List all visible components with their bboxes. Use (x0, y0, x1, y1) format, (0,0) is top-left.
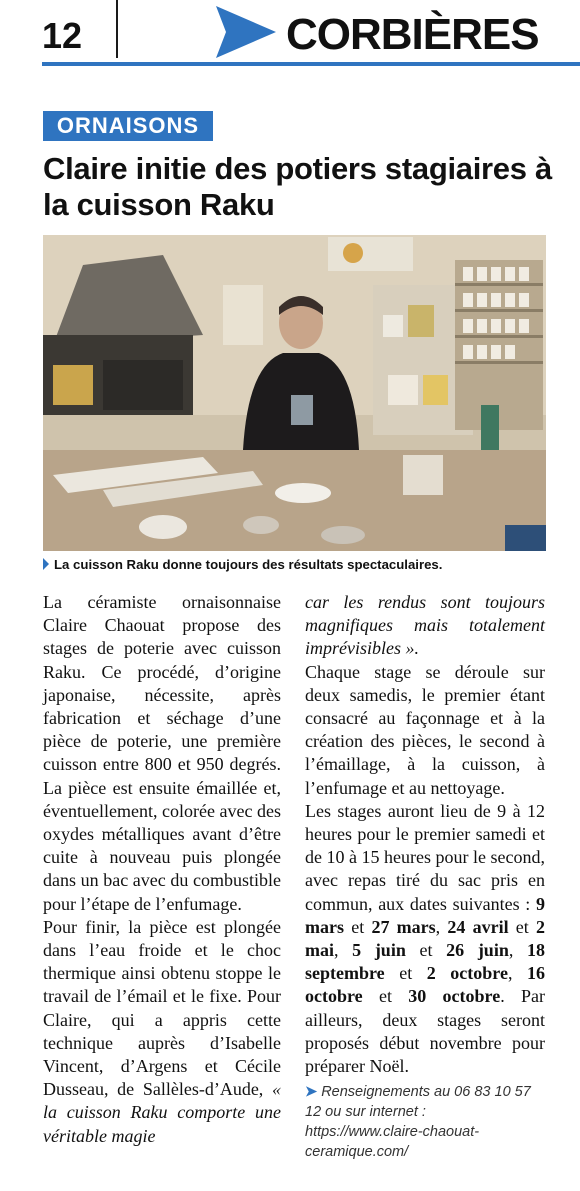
sep-comma-2: , (334, 940, 339, 961)
section-arrow-icon (216, 6, 276, 58)
sep-et-3: et (419, 940, 433, 961)
date-5: 5 juin (352, 940, 406, 961)
article-column-1 (43, 591, 281, 1148)
sep-comma-1: , (435, 916, 441, 937)
quote-start: « la cuisson Raku comporte une véritable magie (43, 1079, 281, 1146)
article-photo (43, 235, 546, 551)
sep-et-4: et (399, 963, 413, 984)
info-arrow-icon: ➤ (305, 1084, 318, 1101)
date-6: 26 juin (446, 940, 509, 961)
page-header (0, 0, 580, 66)
dates-intro: Les stages auront lieu de 9 à 12 heures pour le premier samedi et de 10 à 15 heures pour le second, avec repas tiré du sac pris en commun, aux dates suivantes : (305, 800, 545, 914)
header-divider (116, 0, 118, 58)
info-text: Renseignements au 06 83 10 57 12 ou sur internet : https://www.claire-chaouat-ceramique.com/ (305, 1084, 531, 1161)
article-column-2 (305, 591, 545, 1162)
sep-comma-4: , (507, 963, 513, 984)
dates-outro: . Par ailleurs, deux stages seront proposés début novembre pour préparer Noël. (305, 986, 545, 1077)
paragraph-3: Chaque stage se déroule sur deux samedis, le premier étant consacré au façonnage et à la création des pièces, le second à l’émaillage, à la cuisson, à l’enfumage et au nettoyage. (305, 661, 545, 798)
sep-et-1: et (351, 916, 365, 937)
header-rule (42, 62, 580, 66)
date-2: 27 mars (371, 916, 436, 937)
page-number: 12 (42, 15, 83, 56)
section-title: CORBIÈRES (286, 10, 539, 59)
article-headline: Claire initie des potiers stagiaires à la cuisson Raku (43, 151, 552, 222)
date-3: 24 avril (447, 916, 509, 937)
quote-end: car les rendus sont toujours magnifiques mais totalement imprévisibles ». (305, 592, 545, 659)
caption-text: La cuisson Raku donne toujours des résultats spectaculaires. (54, 557, 443, 572)
paragraph-2-text: Pour finir, la pièce est plongée dans l’eau froide et le choc thermique ainsi obtenu stoppe le travail de l’émail et le fixe. Pour Claire, qui a appris cette technique auprès d’Isabelle Vincent, d’Argens et Cécile Dusseau, de Sallèles-d’Aude, (43, 916, 281, 1100)
info-block (305, 1082, 545, 1162)
date-4: 2 mai (305, 916, 546, 961)
sep-comma-3: , (508, 940, 514, 961)
paragraph-2 (43, 916, 281, 1148)
date-1: 9 mars (305, 893, 545, 937)
photo-caption (43, 556, 578, 574)
date-8: 2 octobre (426, 963, 508, 984)
date-10: 30 octobre (408, 986, 501, 1007)
date-7: 18 septembre (305, 940, 545, 984)
sep-et-2: et (515, 916, 529, 937)
sep-et-5: et (378, 986, 392, 1007)
paragraph-4 (305, 800, 545, 1078)
caption-arrow-icon (43, 558, 49, 570)
paragraph-1: La céramiste ornaisonnaise Claire Chaouat propose des stages de poterie avec cuisson Raku. Ce procédé, d’origine japonaise, nécessite, après fabrication et séchage d’une pièce de poterie, une première cuisson entre 800 et 950 degrés. La pièce est ensuite émaillée et, éventuellement, colorée avec des oxydes métalliques avant d’être cuite à nouveau puis plongée dans un bac avec du combustible pour l’étape de l’enfumage. (43, 592, 281, 914)
article-kicker: ORNAISONS (43, 111, 213, 141)
date-9: 16 octobre (305, 963, 545, 1007)
